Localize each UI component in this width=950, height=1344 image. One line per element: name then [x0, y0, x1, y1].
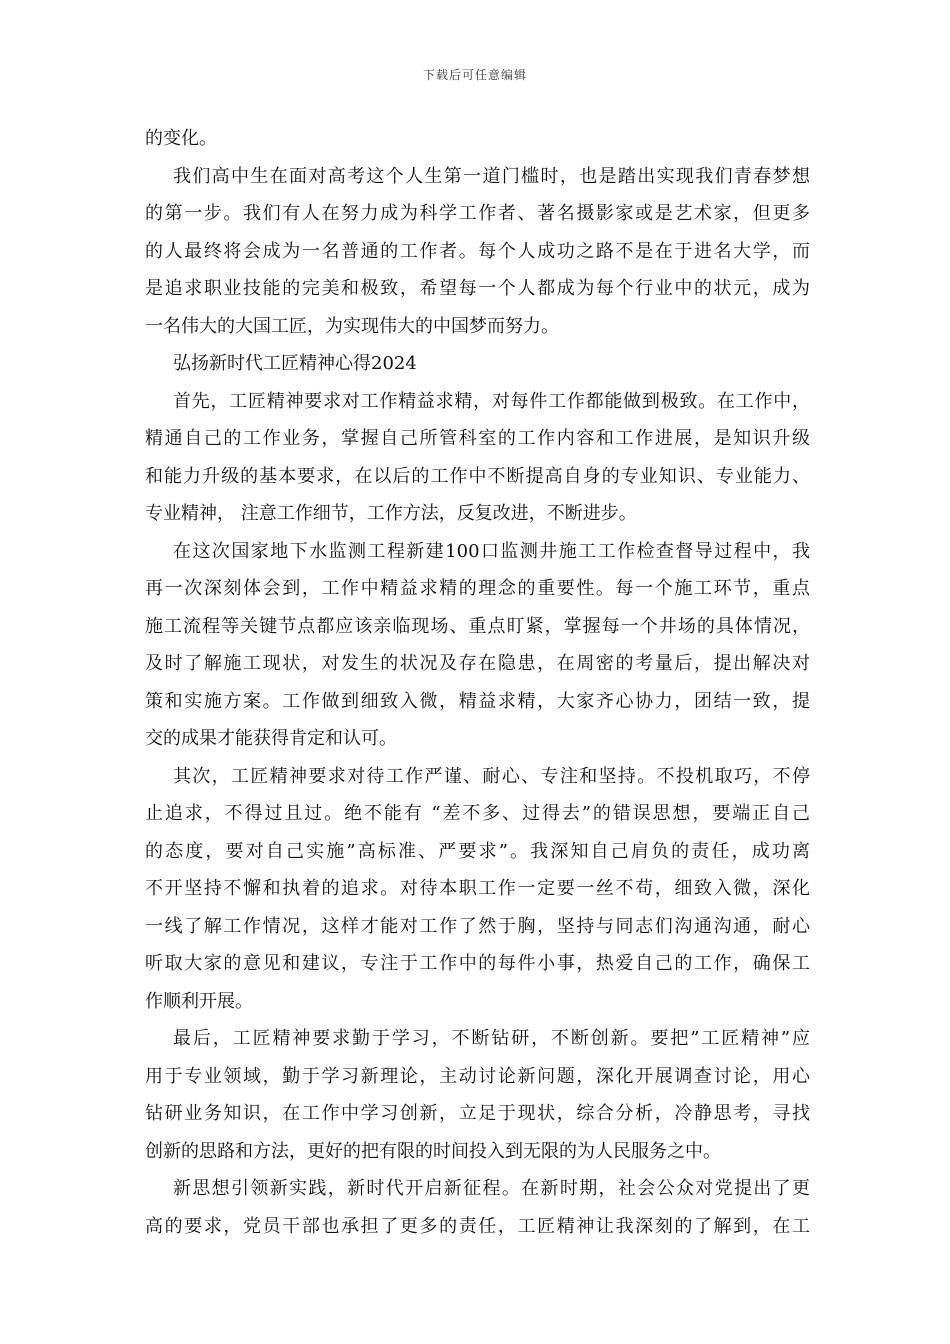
text-line: 的第一步。我们有人在努力成为科学工作者、著名摄影家或是艺术家，但更多: [145, 203, 810, 224]
text-line: 首先，工匠精神要求对工作精益求精，对每件工作都能做到极致。在工作中，: [173, 390, 810, 412]
text-line: 新思想引领新实践，新时代开启新征程。在新时期，社会公众对党提出了更: [173, 1178, 810, 1199]
paragraph: [145, 533, 810, 758]
text-line: 精通自己的工作业务，掌握自己所管科室的工作内容和工作进展，是知识升级: [145, 428, 810, 449]
paragraph: [145, 1020, 810, 1170]
text-line: 再一次深刻体会到，工作中精益求精的理念的重要性。每一个施工环节，重点: [145, 578, 810, 599]
page-header: 下载后可任意编辑: [422, 68, 527, 82]
text-line: 交的成果才能获得肯定和认可。: [145, 728, 397, 749]
text-line: 的变化。: [145, 128, 217, 149]
text-line: 和能力升级的基本要求，在以后的工作中不断提高自身的专业知识、专业能力、: [145, 465, 810, 487]
text-line: 我们高中生在面对高考这个人生第一道门槛时，也是踏出实现我们青春梦想: [173, 165, 810, 187]
text-line: 不开坚持不懈和执着的追求。对待本职工作一定要一丝不苟，细致入微，深化: [145, 878, 810, 899]
text-line: 其次，工匠精神要求对待工作严谨、耐心、专注和坚持。不投机取巧，不停: [173, 765, 810, 787]
text-line: 的人最终将会成为一名普通的工作者。每个人成功之路不是在于进名大学，而: [145, 240, 810, 262]
text-line: 是追求职业技能的完美和极致，希望每一个人都成为每个行业中的状元，成为: [145, 278, 810, 299]
document-body: [145, 120, 810, 1245]
text-line: 高的要求，党员干部也承担了更多的责任，工匠精神让我深刻的了解到，在工: [145, 1215, 810, 1237]
text-line: 作顺利开展。: [145, 990, 253, 1012]
paragraph: [145, 158, 810, 346]
paragraph: [145, 345, 810, 383]
paragraph: [145, 120, 810, 158]
paragraph: [145, 758, 810, 1021]
text-line: 一线了解工作情况，这样才能对工作了然于胸，坚持与同志们沟通沟通，耐心: [145, 915, 810, 937]
text-line: 策和实施方案。工作做到细致入微，精益求精，大家齐心协力，团结一致，提: [145, 690, 810, 712]
text-line: 弘扬新时代工匠精神心得2024: [173, 353, 417, 374]
text-line: 及时了解施工现状，对发生的状况及存在隐患，在周密的考量后，提出解决对: [145, 653, 810, 674]
text-line: 止追求，不得过且过。绝不能有 “差不多、过得去”的错误思想，要端正自己: [145, 803, 810, 824]
paragraph: [145, 383, 810, 533]
text-line: 一名伟大的大国工匠，为实现伟大的中国梦而努力。: [145, 315, 559, 337]
text-line: 用于专业领域，勤于学习新理论，主动讨论新问题，深化开展调查讨论，用心: [145, 1065, 810, 1087]
paragraph: [145, 1170, 810, 1245]
text-line: 最后，工匠精神要求勤于学习，不断钻研，不断创新。要把”工匠精神”应: [173, 1028, 810, 1049]
text-line: 的态度，要对自己实施”高标准、严要求”。我深知自己肩负的责任，成功离: [145, 840, 810, 862]
text-line: 创新的思路和方法，更好的把有限的时间投入到无限的为人民服务之中。: [145, 1140, 721, 1162]
text-line: 专业精神， 注意工作细节，工作方法，反复改进，不断进步。: [145, 503, 637, 524]
text-line: 钻研业务知识，在工作中学习创新，立足于现状，综合分析，冷静思考，寻找: [145, 1103, 810, 1124]
text-line: 听取大家的意见和建议，专注于工作中的每件小事，热爱自己的工作，确保工: [145, 953, 810, 974]
text-line: 在这次国家地下水监测工程新建100口监测井施工工作检查督导过程中，我: [173, 540, 810, 562]
text-line: 施工流程等关键节点都应该亲临现场、重点盯紧，掌握每一个井场的具体情况，: [145, 615, 810, 637]
